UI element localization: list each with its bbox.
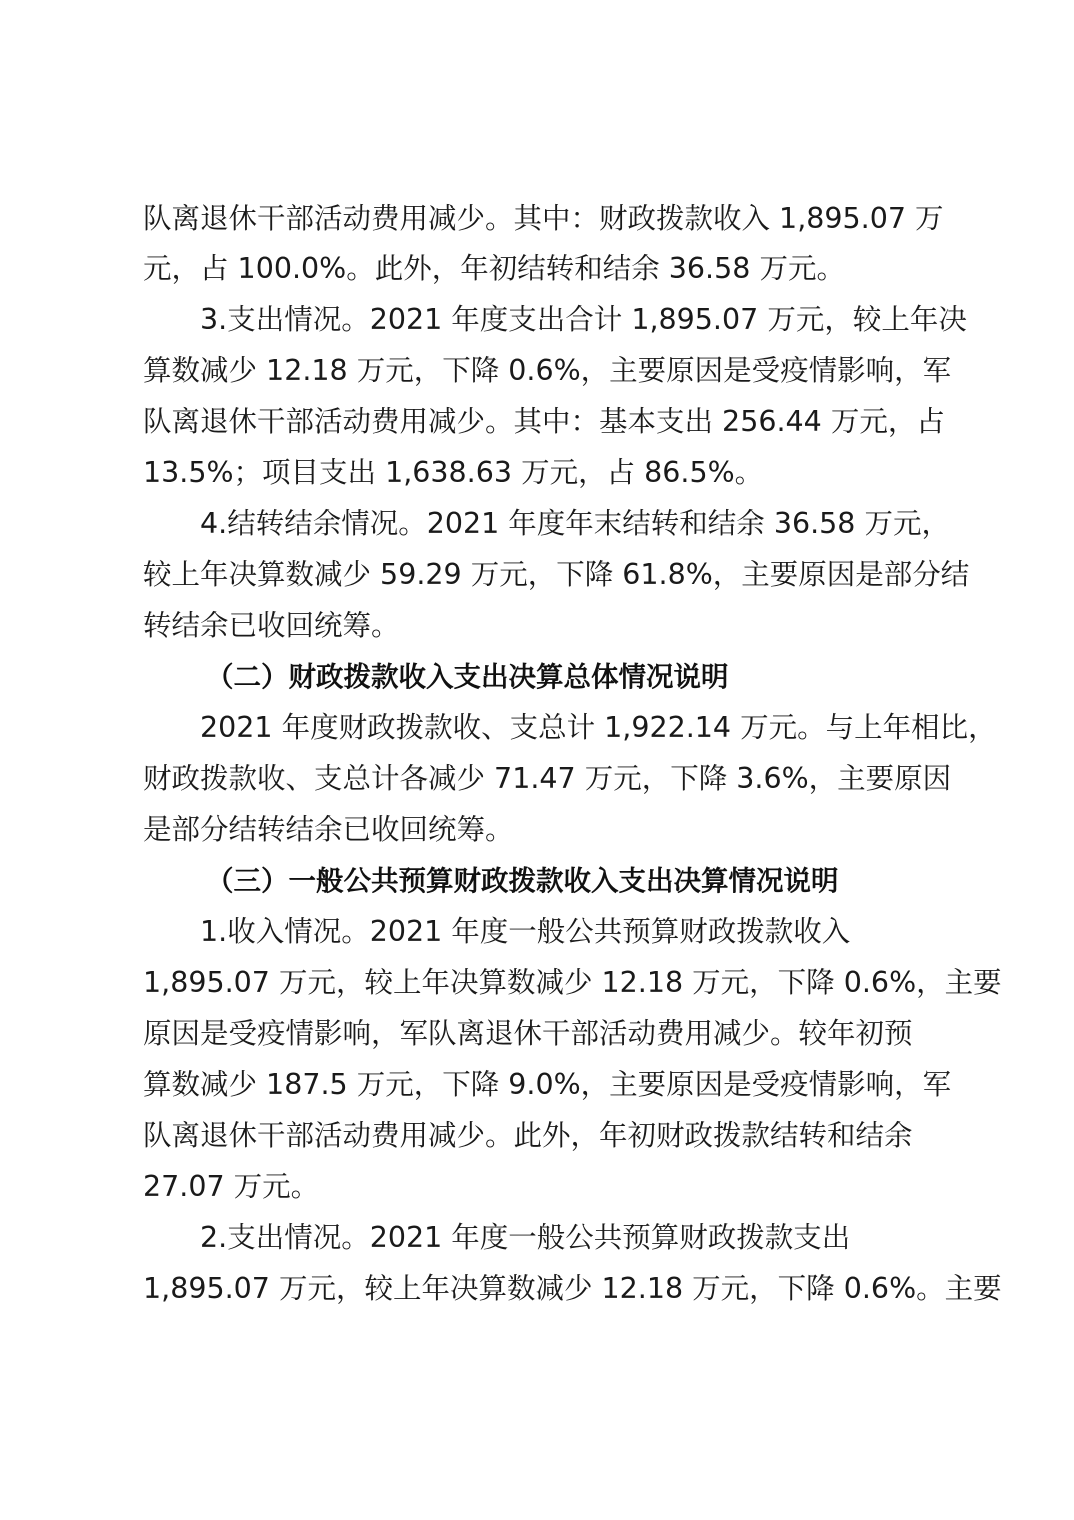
paragraph-first-line: 2021 年度财政拨款收、支总计 1,922.14 万元。与上年相比，	[200, 711, 997, 744]
paragraph-first-line: 2.支出情况。2021 年度一般公共预算财政拨款支出	[200, 1221, 851, 1254]
body-text-line: 元，占 100.0%。此外，年初结转和结余 36.58 万元。	[143, 252, 845, 285]
body-text-line: 转结余已收回统筹。	[143, 609, 400, 642]
body-text-line: 队离退休干部活动费用减少。此外，年初财政拨款结转和结余	[143, 1119, 913, 1152]
body-text-line: 13.5%；项目支出 1,638.63 万元，占 86.5%。	[143, 456, 764, 489]
paragraph-first-line: 3.支出情况。2021 年度支出合计 1,895.07 万元，较上年决	[200, 303, 967, 336]
body-text-line: 算数减少 12.18 万元，下降 0.6%，主要原因是受疫情影响，军	[143, 354, 952, 387]
body-text-line: 较上年决算数减少 59.29 万元，下降 61.8%，主要原因是部分结	[143, 558, 970, 591]
body-text-line: 1,895.07 万元，较上年决算数减少 12.18 万元，下降 0.6%。主要	[143, 1272, 1002, 1305]
body-text-line: 是部分结转结余已收回统筹。	[143, 813, 514, 846]
body-text-line: 财政拨款收、支总计各减少 71.47 万元，下降 3.6%，主要原因	[143, 762, 952, 795]
body-text-line: 队离退休干部活动费用减少。其中：财政拨款收入 1,895.07 万	[143, 202, 944, 235]
section-heading: （二）财政拨款收入支出决算总体情况说明	[206, 661, 729, 693]
body-text-line: 原因是受疫情影响，军队离退休干部活动费用减少。较年初预	[143, 1017, 913, 1050]
paragraph-first-line: 1.收入情况。2021 年度一般公共预算财政拨款收入	[200, 915, 851, 948]
body-text-line: 1,895.07 万元，较上年决算数减少 12.18 万元，下降 0.6%，主要	[143, 966, 1002, 999]
body-text-line: 队离退休干部活动费用减少。其中：基本支出 256.44 万元，占	[143, 405, 945, 438]
section-heading: （三）一般公共预算财政拨款收入支出决算情况说明	[206, 865, 839, 897]
paragraph-first-line: 4.结转结余情况。2021 年度年末结转和结余 36.58 万元，	[200, 507, 950, 540]
body-text-line: 算数减少 187.5 万元，下降 9.0%，主要原因是受疫情影响，军	[143, 1068, 952, 1101]
body-text-line: 27.07 万元。	[143, 1170, 320, 1203]
